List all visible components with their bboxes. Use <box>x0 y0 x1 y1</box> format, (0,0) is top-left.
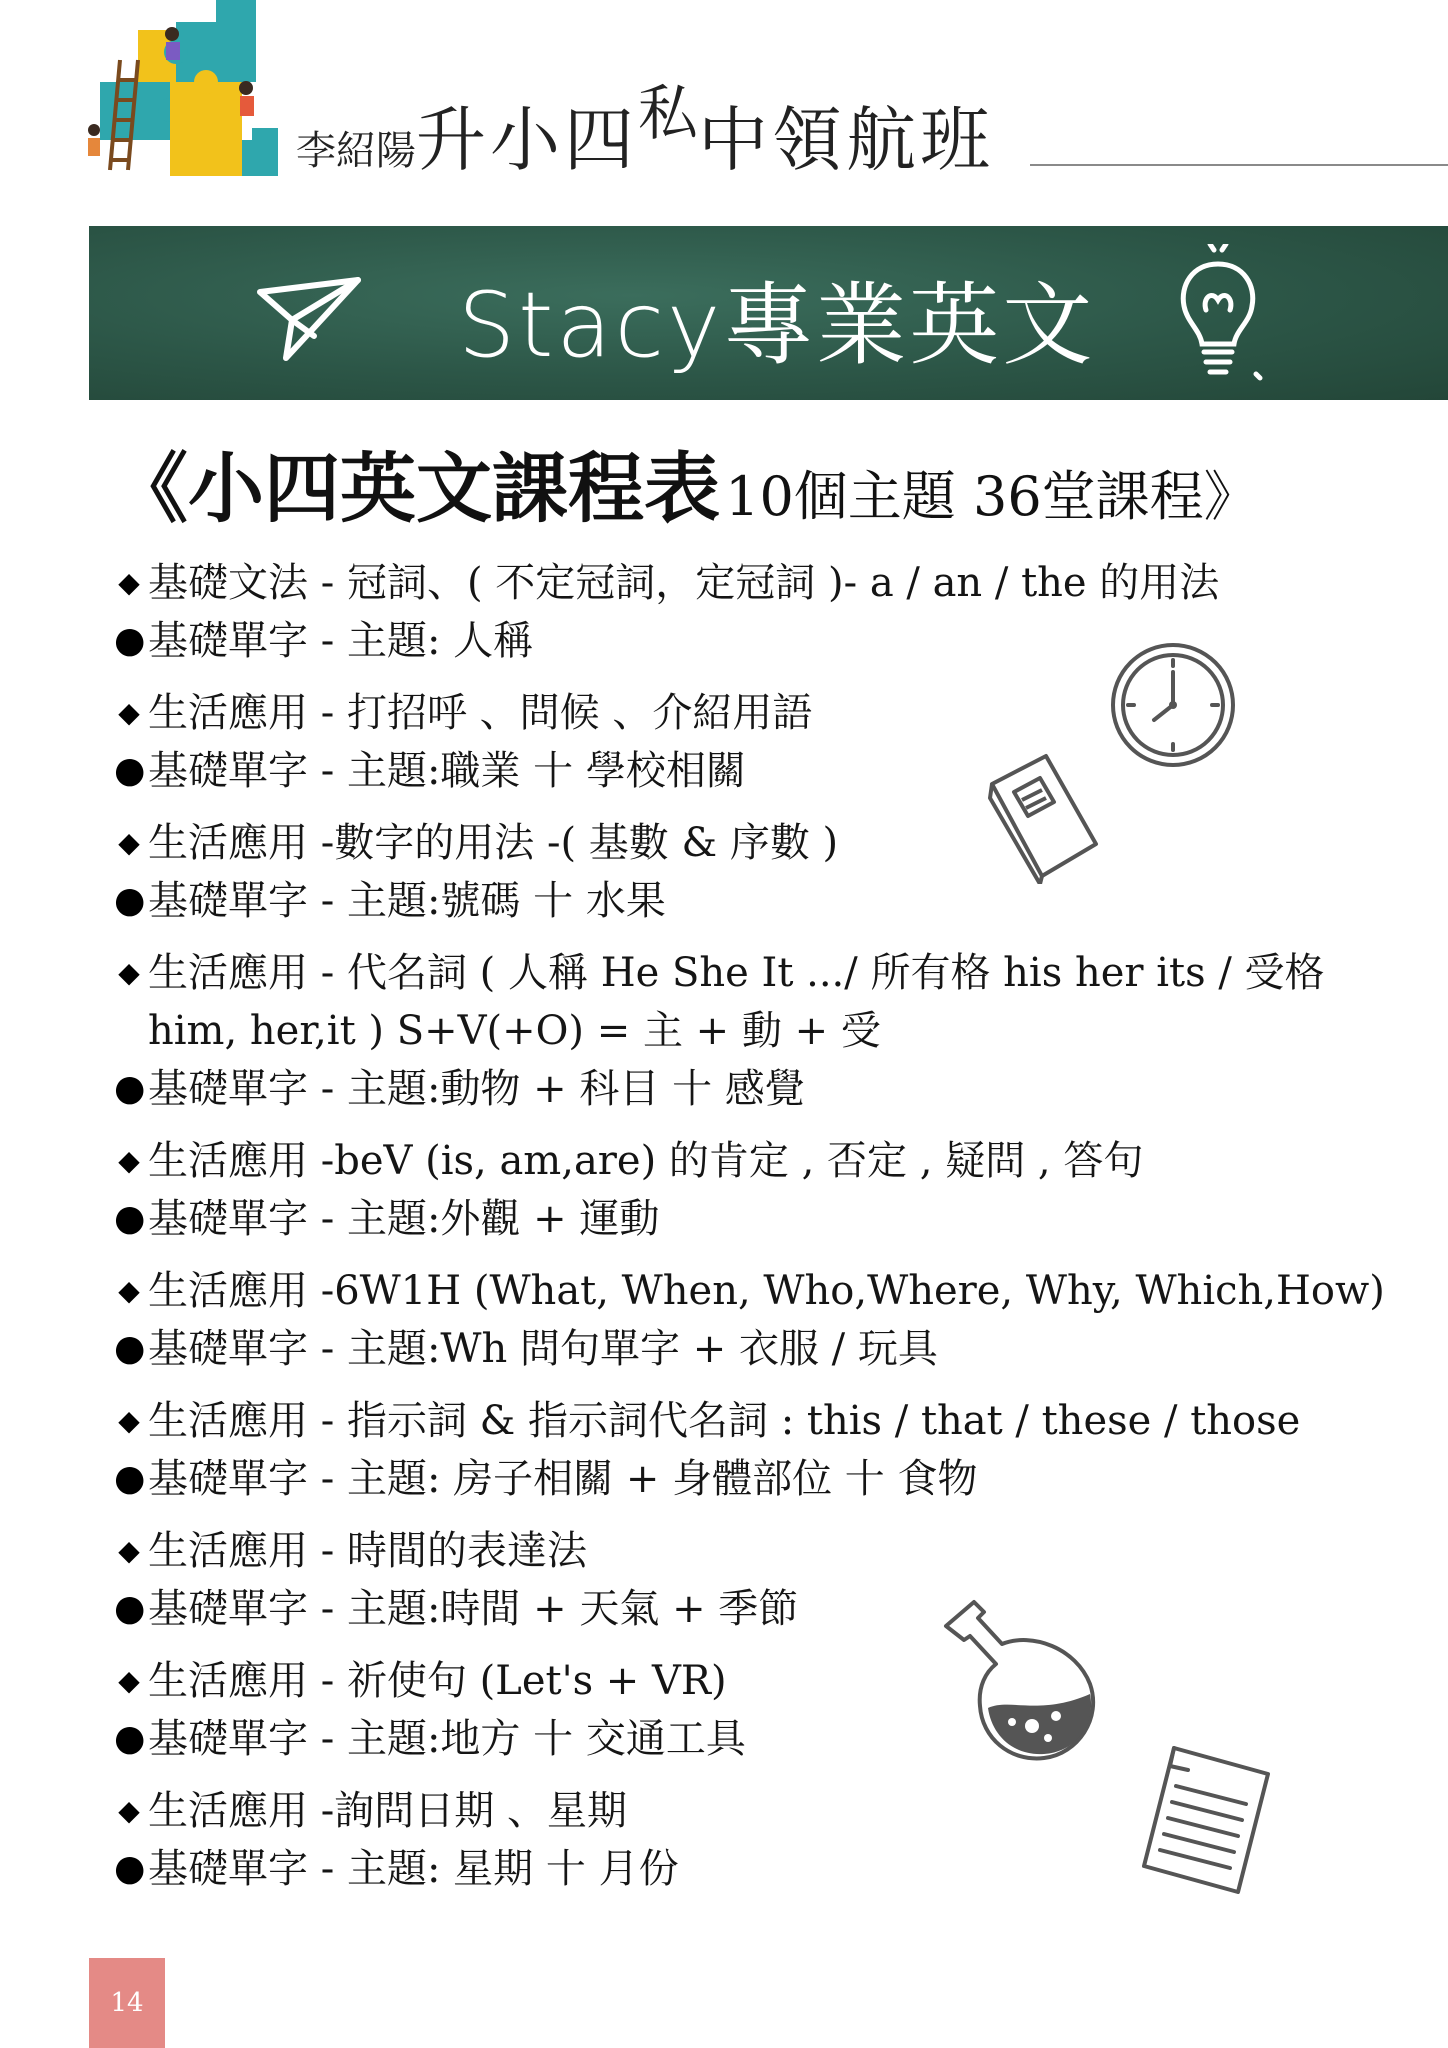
topic-line-application <box>114 814 1344 872</box>
topic-text: 生活應用 - 祈使句 (Let's + VR) <box>148 1658 727 1704</box>
dot-bullet-icon: ● <box>114 620 146 661</box>
dot-bullet-icon: ● <box>114 1328 146 1369</box>
dot-bullet-icon: ● <box>114 1718 146 1759</box>
topic-8 <box>114 1522 1344 1638</box>
topic-5 <box>114 1132 1344 1248</box>
topic-text: 基礎單字 - 主題: 人稱 <box>148 618 534 664</box>
flask-icon <box>940 1598 1102 1762</box>
topic-line-application <box>114 1392 1344 1450</box>
topic-line-vocabulary <box>114 1060 1344 1118</box>
topic-text: 基礎單字 - 主題:號碼 十 水果 <box>148 878 666 924</box>
topic-text: 基礎單字 - 主題:動物 + 科目 十 感覺 <box>148 1066 805 1112</box>
header-rule <box>1030 164 1448 166</box>
topic-line-application <box>114 1262 1385 1320</box>
header-title-part2: 中領航班 <box>698 99 994 181</box>
topic-6 <box>114 1262 1385 1378</box>
topic-7 <box>114 1392 1344 1508</box>
topic-text: 基礎文法 - 冠詞、( 不定冠詞，定冠詞 )- a / an / the 的用法 <box>148 560 1220 606</box>
course-schedule-title-sub: 10個主題 36堂課程》 <box>725 465 1258 528</box>
header-title-part1: 升小四 <box>416 99 638 181</box>
dot-bullet-icon: ● <box>114 1588 146 1629</box>
diamond-bullet-icon: ◆ <box>118 1144 140 1177</box>
diamond-bullet-icon: ◆ <box>118 826 140 859</box>
header-teacher-name: 李紹陽 <box>296 128 416 174</box>
topic-line-vocabulary <box>114 1320 1344 1378</box>
topic-line-application <box>114 1652 1344 1710</box>
diamond-bullet-icon: ◆ <box>118 1664 140 1697</box>
dot-bullet-icon: ● <box>114 1848 146 1889</box>
dot-bullet-icon: ● <box>114 750 146 791</box>
topic-line-application <box>114 944 1344 1060</box>
diamond-bullet-icon: ◆ <box>118 1274 140 1307</box>
topic-line-vocabulary <box>114 1580 1344 1638</box>
topic-text: 生活應用 -數字的用法 -( 基數 & 序數 ) <box>148 820 839 866</box>
topic-text: 基礎單字 - 主題:外觀 + 運動 <box>148 1196 660 1242</box>
topic-3 <box>114 814 1344 930</box>
dot-bullet-icon: ● <box>114 1068 146 1109</box>
topic-4 <box>114 944 1344 1118</box>
clock-icon <box>1108 640 1238 770</box>
topic-text: 生活應用 -詢問日期 、星期 <box>148 1788 627 1834</box>
diamond-bullet-icon: ◆ <box>118 696 140 729</box>
diamond-bullet-icon: ◆ <box>118 1534 140 1567</box>
course-schedule-title-main: 《小四英文課程表 <box>112 444 720 533</box>
topic-line-application <box>114 554 1344 612</box>
topic-text: 生活應用 - 代名詞 ( 人稱 He She It .../ 所有格 his her its / 受格 him, her,it ) S+V(+O) = 主 + 動 + 受 <box>148 950 1325 1054</box>
dot-bullet-icon: ● <box>114 1458 146 1499</box>
diamond-bullet-icon: ◆ <box>118 566 140 599</box>
header-title <box>296 79 994 185</box>
topic-text: 生活應用 -beV (is, am,are) 的肯定 , 否定 , 疑問 , 答句 <box>148 1138 1144 1184</box>
topic-line-application <box>114 1522 1344 1580</box>
diamond-bullet-icon: ◆ <box>118 956 140 989</box>
dot-bullet-icon: ● <box>114 1198 146 1239</box>
paper-plane-icon <box>256 274 364 364</box>
page-number: 14 <box>89 1958 165 2048</box>
topic-text: 基礎單字 - 主題:Wh 問句單字 + 衣服 / 玩具 <box>148 1326 938 1372</box>
banner-title: Stacy專業英文 <box>458 273 1096 378</box>
topic-text: 生活應用 - 打招呼 、問候 、介紹用語 <box>148 690 813 736</box>
topic-text: 生活應用 -6W1H (What, When, Who,Where, Why, Which,How) <box>148 1268 1385 1314</box>
paper-icon <box>1140 1740 1274 1898</box>
course-schedule-title <box>112 428 1258 537</box>
diamond-bullet-icon: ◆ <box>118 1794 140 1827</box>
topic-line-application <box>114 1132 1344 1190</box>
topic-text: 生活應用 - 時間的表達法 <box>148 1528 587 1574</box>
dot-bullet-icon: ● <box>114 880 146 921</box>
book-icon <box>984 748 1100 884</box>
topic-text: 基礎單字 - 主題:職業 十 學校相關 <box>148 748 746 794</box>
topic-text: 基礎單字 - 主題: 房子相關 + 身體部位 十 食物 <box>148 1456 978 1502</box>
topic-text: 生活應用 - 指示詞 & 指示詞代名詞 : this / that / these / those <box>148 1398 1301 1444</box>
topic-text: 基礎單字 - 主題:時間 + 天氣 + 季節 <box>148 1586 799 1632</box>
topic-text: 基礎單字 - 主題:地方 十 交通工具 <box>148 1716 746 1762</box>
lightbulb-icon <box>1168 244 1268 390</box>
topic-text: 基礎單字 - 主題: 星期 十 月份 <box>148 1846 679 1892</box>
topic-line-vocabulary <box>114 1190 1344 1248</box>
topic-line-vocabulary <box>114 872 1344 930</box>
puzzle-logo <box>86 0 282 180</box>
header-title-super: 私 <box>638 79 698 149</box>
topic-line-vocabulary <box>114 1450 1344 1508</box>
diamond-bullet-icon: ◆ <box>118 1404 140 1437</box>
